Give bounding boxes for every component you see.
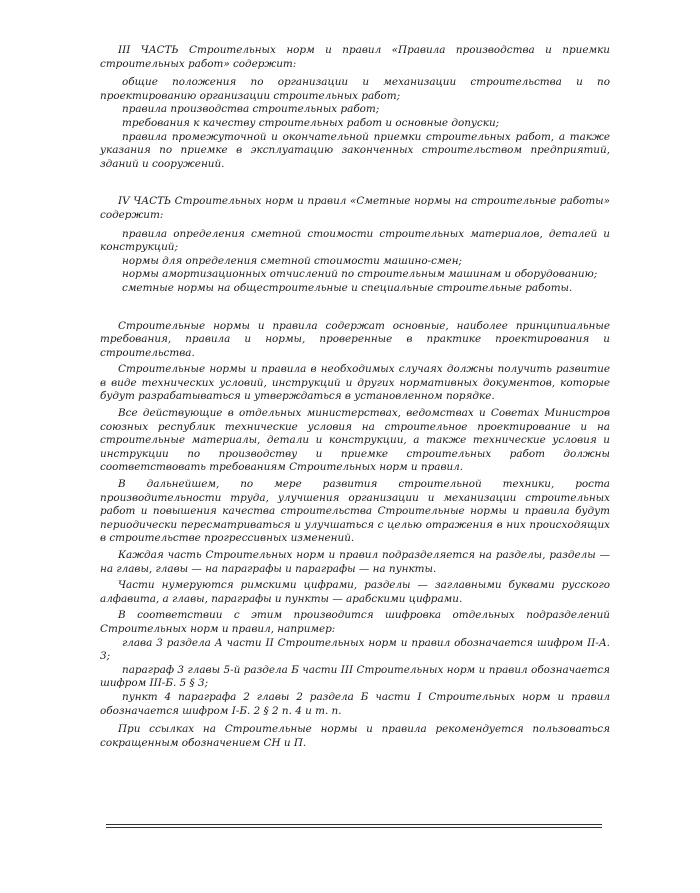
footer-rule [106,824,602,825]
body-paragraph: В дальнейшем, по мере развития строительной техники, роста производительности труда, улучшения организации и механизации строительных работ и повышения качества строительства Строительные нормы и правила будут периодически пересматриваться и улучшаться с целью отражения в них происходящих в строительстве прогрессивных изменений. [100,478,610,545]
part3-item: правила производства строительных работ; [122,103,380,116]
part4-item: сметные нормы на общестроительные и специальные строительные работы. [122,281,573,294]
part4-item: нормы амортизационных отчислений по строительным машинам и оборудованию; [122,268,598,281]
body-paragraph: Все действующие в отдельных министерствах, ведомствах и Советах Министров союзных республик технические условия на строительное проектирование и на строительные материалы, детали и конструкции, а также технические условия и инструкции по производству и приемке строительных работ должны соответствовать требованиям Строительных норм и правил. [100,407,610,474]
part3-item: общие положения по организации и механизации строительства и по проектированию организации строительных работ; [100,76,610,102]
body-paragraph: Части нумеруются римскими цифрами, разделы — заглавными буквами русского алфавита, а главы, параграфы и пункты — арабскими цифрами. [100,579,610,605]
body-paragraph: Каждая часть Строительных норм и правил подразделяется на разделы, разделы — на главы, главы — на параграфы и параграфы — на пункты. [100,549,610,575]
body-paragraph: Строительные нормы и правила в необходимых случаях должны получить развитие в виде технических условий, инструкций и других нормативных документов, которые будут разрабатываться и утверждаться в установленном порядке. [100,363,610,403]
part3-heading: III ЧАСТЬ Строительных норм и правил «Правила производства и приемки строительных работ» содержит: [100,44,610,70]
cipher-example: глава 3 раздела А части II Строительных норм и правил обозначается шифром II-А. 3; [100,636,610,663]
part3-item: правила промежуточной и окончательной приемки строительных работ, а также указания по приемке в эксплуатацию законченных строительством предприятий, зданий и сооружений. [100,130,610,170]
part4-heading: IV ЧАСТЬ Строительных норм и правил «Сметные нормы на строительные работы» содержит: [100,195,610,221]
body-paragraph: Строительные нормы и правила содержат основные, наиболее принципиальные требования, правила и нормы, проверенные в практике проектирования и строительства. [100,319,610,359]
part4-item: правила определения сметной стоимости строительных материалов, деталей и конструкций; [100,227,610,254]
footer-rule [106,827,602,828]
cipher-example: параграф 3 главы 5-й раздела Б части III Строительных норм и правил обозначается шифром III-Б. 5 § 3; [100,663,610,690]
document-body [100,44,610,750]
closing-paragraph: При ссылках на Строительные нормы и правила рекомендуется пользоваться сокращенным обозначением СН и П. [100,723,610,749]
part3-item: требования к качеству строительных работ и основные допуски; [122,116,500,129]
body-paragraph: В соответствии с этим производится шифровка отдельных подразделений Строительных норм и правил, например: [100,609,610,635]
cipher-example: пункт 4 параграфа 2 главы 2 раздела Б части I Строительных норм и правил обозначается шифром I-Б. 2 § 2 п. 4 и т. п. [100,690,610,717]
part4-item: нормы для определения сметной стоимости машино-смен; [122,254,463,267]
